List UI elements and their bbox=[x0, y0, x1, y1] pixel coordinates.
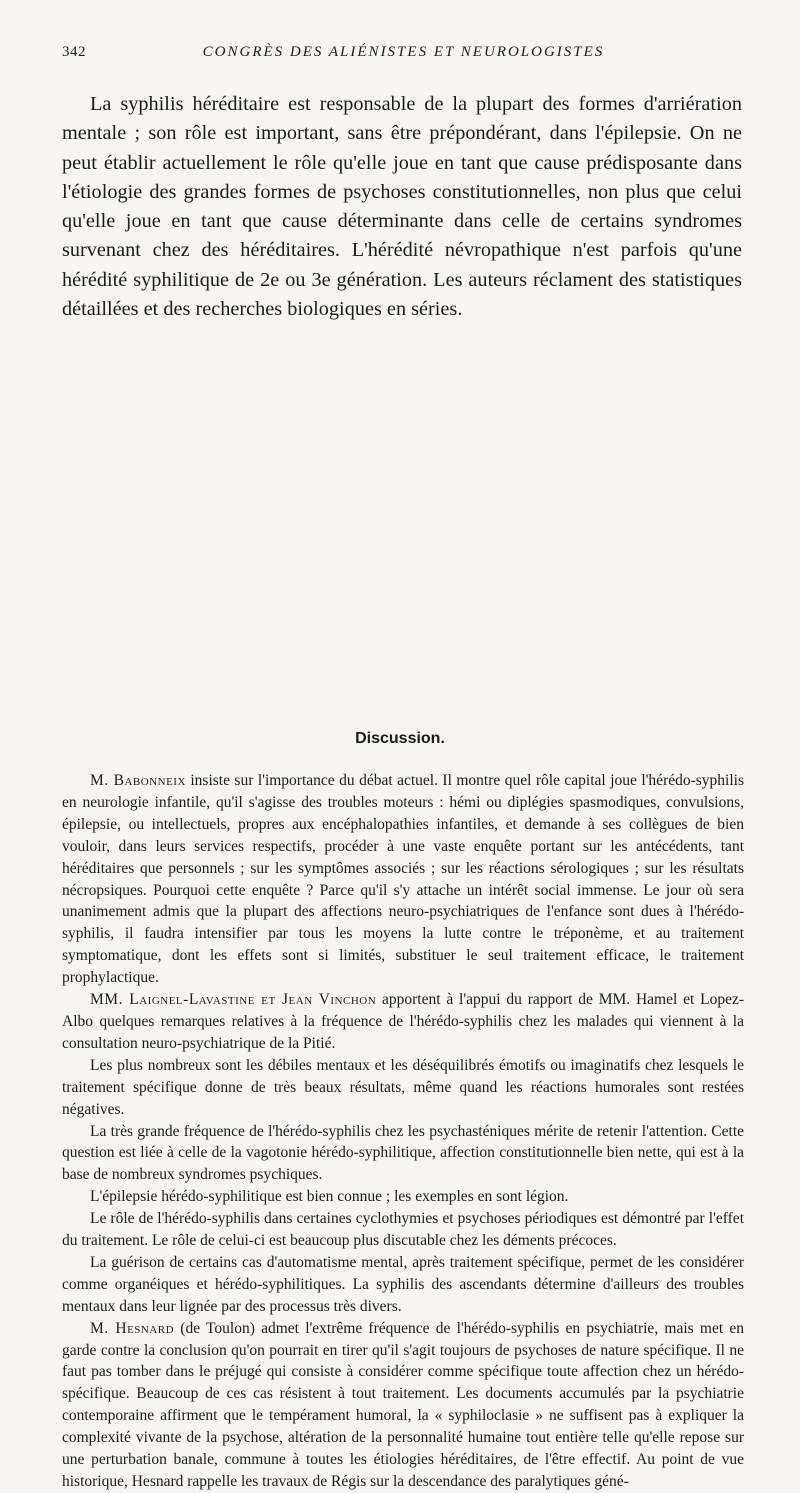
discussion-paragraph bbox=[62, 1186, 744, 1208]
paragraph-text: L'épilepsie hérédo-syphilitique est bien connue ; les exemples en sont légion. bbox=[90, 1188, 569, 1206]
discussion-body bbox=[62, 770, 744, 1493]
paragraph-text: La très grande fréquence de l'hérédo-syphilis chez les psychasténiques mérite de retenir l'attention. Cette question est liée à celle de la vagotonie hérédo-syphilitique, affection constitutionnelle bien nette, qui est à la base de nombreux syndromes psychiques. bbox=[62, 1122, 744, 1184]
paragraph-text: apportent à l'appui du rapport de MM. Hamel et Lopez-Albo quelques remarques relatives à la fréquence de l'hérédo-syphilis chez les malades qui viennent à la consultation neuro-psychiatrique de la Pitié. bbox=[62, 991, 744, 1052]
paragraph-text: La guérison de certains cas d'automatisme mental, après traitement spécifique, permet de les considérer comme organéiques et hérédo-syphilitiques. La syphilis des ascendants détermine d'ailleurs des troubles mentaux dans leur lignée par des processus très divers. bbox=[62, 1253, 744, 1315]
page-number: 342 bbox=[62, 44, 86, 60]
section-title: Discussion. bbox=[355, 730, 445, 747]
discussion-paragraph bbox=[62, 1208, 744, 1252]
discussion-paragraph bbox=[62, 989, 744, 1055]
speaker-name: M. Babonneix bbox=[90, 772, 186, 789]
paragraph-text: Les plus nombreux sont les débiles mentaux et les déséquilibrés émotifs ou imaginatifs chez lesquels le traitement spécifique donne de très beaux résultats, même quand les réactions humorales sont restées négatives. bbox=[62, 1056, 744, 1118]
discussion-paragraph bbox=[62, 1252, 744, 1318]
speaker-name: M. Hesnard bbox=[90, 1319, 175, 1337]
lead-paragraph: La syphilis héréditaire est responsable de la plupart des formes d'arriération mentale ; son rôle est important, sans être prépondérant, dans l'épilepsie. On ne peut établir actuellement le rôle qu'elle joue en tant que cause prédisposante dans l'étiologie des grandes formes de psychoses constitutionnelles, non plus que celui qu'elle joue en tant que cause déterminante dans celle de certains syndromes survenant chez des héréditaires. L'hérédité névropathique n'est parfois qu'une hérédité syphilitique de 2e ou 3e génération. Les auteurs réclament des statistiques détaillées et des recherches biologiques en séries. bbox=[62, 93, 742, 321]
paragraph-text: (de Toulon) admet l'extrême fréquence de l'hérédo-syphilis en psychiatrie, mais met en garde contre la conclusion qu'on pourrait en tirer qu'il s'agit toujours de psychoses de nature spécifique. Il ne faut pas tomber dans le préjugé qui consiste à considérer comme spécifique toute affection chez un hérédo-spécifique. Beaucoup de ces cas résistent à tout traitement. Les documents accumulés par la psychiatrie contemporaine affirment que le tempérament humoral, la « syphiloclasie » ne suffisent pas à expliquer la complexité vivante de la psychose, altération de la personnalité humaine tout entière telle qu'elle repose sur une perturbation banale, commune à toutes les étiologies héréditaires, de l'être effectif. Au point de vue historique, Hesnard rappelle les travaux de Régis sur la descendance des paralytiques géné- bbox=[62, 1319, 744, 1490]
discussion-paragraph bbox=[62, 770, 744, 989]
speaker-name: MM. Laignel-Lavastine et Jean Vinchon bbox=[90, 991, 377, 1009]
discussion-paragraph bbox=[62, 1318, 744, 1493]
running-header bbox=[62, 44, 745, 61]
running-title: CONGRÈS DES ALIÉNISTES ET NEUROLOGISTES bbox=[202, 44, 605, 60]
discussion-paragraph bbox=[62, 1121, 744, 1187]
discussion-paragraph bbox=[62, 1055, 744, 1121]
paragraph-text: Le rôle de l'hérédo-syphilis dans certaines cyclothymies et psychoses périodiques est démontré par l'effet du traitement. Le rôle de celui-ci est beaucoup plus discutable chez les déments précoces. bbox=[62, 1210, 744, 1250]
paragraph-text: insiste sur l'importance du débat actuel. Il montre quel rôle capital joue l'hérédo-syphilis en neurologie infantile, qu'il s'agisse des troubles moteurs : hémi ou diplégies spasmodiques, convulsions, épilepsie, ou intellectuels, propres aux encéphalopathies infantiles, et demande à ses collègues de bien vouloir, dans leurs services respectifs, procéder à une vaste enquête portant sur les antécédents, tant héréditaires que personnels ; sur les symptômes associés ; sur les réactions sérologiques ; sur les résultats nécropsiques. Pourquoi cette enquête ? Parce qu'il s'y attache un intérêt social immense. Le jour où sera unanimement admis que la plupart des affections neuro-psychiatriques de l'enfance sont dues à l'hérédo-syphilis, il faudra intensifier par tous les moyens la lutte contre le tréponème, et au traitement symptomatique, dont les effets sont si limités, substituer le seul traitement efficace, le traitement prophylactique. bbox=[62, 772, 745, 987]
